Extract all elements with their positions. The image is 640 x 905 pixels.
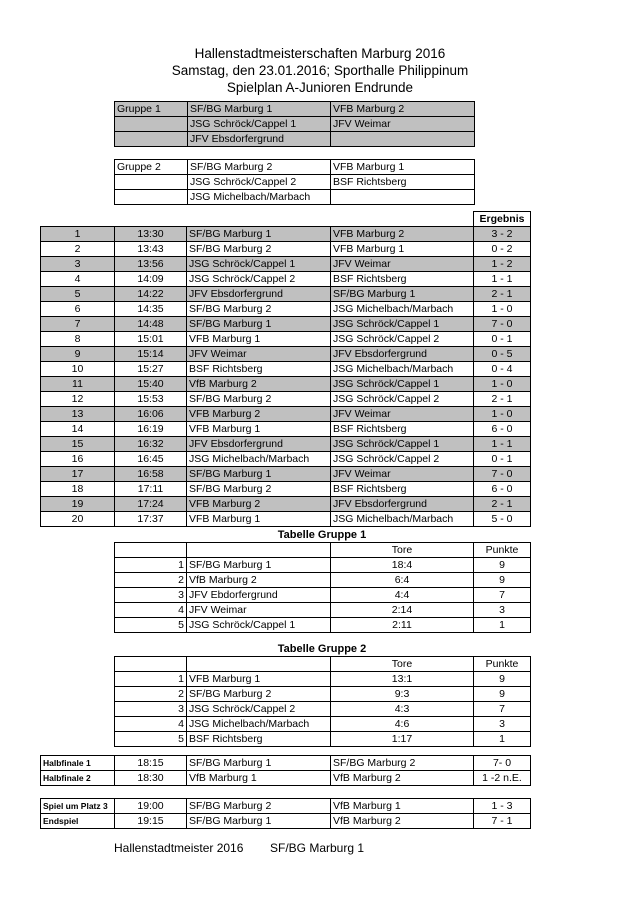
home-team: JFV Ebsdorfergrund bbox=[187, 287, 331, 302]
standing-position: 4 bbox=[115, 717, 187, 732]
match-result: 3 - 2 bbox=[474, 227, 531, 242]
away-team: SF/BG Marburg 1 bbox=[331, 287, 474, 302]
table1-title: Tabelle Gruppe 1 bbox=[277, 529, 367, 541]
championship-title: Hallenstadtmeisterschaften Marburg 2016 bbox=[194, 46, 446, 61]
match-row bbox=[41, 347, 531, 362]
match-result: 7- 0 bbox=[474, 756, 531, 771]
round-label: Endspiel bbox=[41, 814, 115, 829]
match-row bbox=[41, 392, 531, 407]
match-result: 6 - 0 bbox=[474, 482, 531, 497]
match-row bbox=[41, 407, 531, 422]
standings-row bbox=[115, 588, 531, 603]
standings-row bbox=[115, 702, 531, 717]
home-team: VFB Marburg 2 bbox=[187, 407, 331, 422]
round-label: Spiel um Platz 3 bbox=[41, 799, 115, 814]
team-cell: VFB Marburg 1 bbox=[331, 160, 475, 175]
match-number: 8 bbox=[41, 332, 115, 347]
match-result: 1 - 0 bbox=[474, 377, 531, 392]
team-cell bbox=[331, 190, 475, 205]
match-result: 2 - 1 bbox=[474, 392, 531, 407]
standing-position: 4 bbox=[115, 603, 187, 618]
match-result: 7 - 1 bbox=[474, 814, 531, 829]
home-team: VFB Marburg 1 bbox=[187, 332, 331, 347]
match-number: 5 bbox=[41, 287, 115, 302]
match-number: 4 bbox=[41, 272, 115, 287]
match-result: 1 - 2 bbox=[474, 257, 531, 272]
match-row bbox=[41, 317, 531, 332]
standing-position: 5 bbox=[115, 732, 187, 747]
group1-label: Gruppe 1 bbox=[115, 102, 188, 117]
home-team: SF/BG Marburg 2 bbox=[187, 799, 331, 814]
schedule-title: Spielplan A-Junioren Endrunde bbox=[226, 80, 414, 95]
match-number: 9 bbox=[41, 347, 115, 362]
standing-position: 5 bbox=[115, 618, 187, 633]
team-cell: JFV Weimar bbox=[331, 117, 475, 132]
standings-row bbox=[115, 732, 531, 747]
match-result: 1 - 3 bbox=[474, 799, 531, 814]
home-team: SF/BG Marburg 1 bbox=[187, 317, 331, 332]
kickoff-time: 16:45 bbox=[115, 452, 187, 467]
match-number: 20 bbox=[41, 512, 115, 527]
standing-points: 7 bbox=[474, 702, 531, 717]
kickoff-time: 15:53 bbox=[115, 392, 187, 407]
match-number: 13 bbox=[41, 407, 115, 422]
standing-team: JFV Ebdorfergrund bbox=[187, 588, 331, 603]
home-team: JFV Ebsdorfergrund bbox=[187, 437, 331, 452]
standing-points: 1 bbox=[474, 732, 531, 747]
standing-goals: 13:1 bbox=[331, 672, 474, 687]
standings-row bbox=[115, 672, 531, 687]
standing-position: 3 bbox=[115, 588, 187, 603]
goals-column-header: Tore bbox=[331, 657, 474, 672]
knockout-row bbox=[41, 799, 531, 814]
kickoff-time: 18:15 bbox=[115, 756, 187, 771]
match-row bbox=[41, 422, 531, 437]
group1-row bbox=[115, 102, 475, 117]
team-cell: SF/BG Marburg 2 bbox=[188, 160, 331, 175]
match-result: 0 - 1 bbox=[474, 452, 531, 467]
standing-goals: 1:17 bbox=[331, 732, 474, 747]
standings-row bbox=[115, 687, 531, 702]
knockout-row bbox=[41, 814, 531, 829]
match-result: 2 - 1 bbox=[474, 287, 531, 302]
match-row bbox=[41, 377, 531, 392]
match-row bbox=[41, 482, 531, 497]
home-team: SF/BG Marburg 2 bbox=[187, 392, 331, 407]
away-team: JSG Schröck/Cappel 1 bbox=[331, 437, 474, 452]
standing-team: BSF Richtsberg bbox=[187, 732, 331, 747]
kickoff-time: 14:35 bbox=[115, 302, 187, 317]
kickoff-time: 16:32 bbox=[115, 437, 187, 452]
standing-team: SF/BG Marburg 2 bbox=[187, 687, 331, 702]
standing-position: 3 bbox=[115, 702, 187, 717]
team-cell: SF/BG Marburg 1 bbox=[188, 102, 331, 117]
standing-position: 2 bbox=[115, 573, 187, 588]
match-result: 2 - 1 bbox=[474, 497, 531, 512]
away-team: JFV Ebsdorfergrund bbox=[331, 347, 474, 362]
standings-row bbox=[115, 603, 531, 618]
standing-points: 9 bbox=[474, 672, 531, 687]
group2-row bbox=[115, 160, 475, 175]
away-team: JSG Michelbach/Marbach bbox=[331, 362, 474, 377]
home-team: BSF Richtsberg bbox=[187, 362, 331, 377]
away-team: JSG Michelbach/Marbach bbox=[331, 512, 474, 527]
home-team: SF/BG Marburg 2 bbox=[187, 482, 331, 497]
standing-team: JSG Schröck/Cappel 1 bbox=[187, 618, 331, 633]
standing-position: 2 bbox=[115, 687, 187, 702]
standing-team: VfB Marburg 2 bbox=[187, 573, 331, 588]
standing-goals: 4:6 bbox=[331, 717, 474, 732]
away-team: BSF Richtsberg bbox=[331, 272, 474, 287]
home-team: JSG Schröck/Cappel 1 bbox=[187, 257, 331, 272]
schedule-header-row bbox=[41, 212, 531, 227]
kickoff-time: 13:56 bbox=[115, 257, 187, 272]
standing-goals: 2:14 bbox=[331, 603, 474, 618]
away-team: JSG Schröck/Cappel 1 bbox=[331, 377, 474, 392]
match-row bbox=[41, 272, 531, 287]
kickoff-time: 16:19 bbox=[115, 422, 187, 437]
standing-points: 1 bbox=[474, 618, 531, 633]
match-result: 7 - 0 bbox=[474, 317, 531, 332]
home-team: VfB Marburg 1 bbox=[187, 771, 331, 786]
away-team: JSG Michelbach/Marbach bbox=[331, 302, 474, 317]
team-cell: JSG Schröck/Cappel 2 bbox=[188, 175, 331, 190]
points-column-header: Punkte bbox=[474, 543, 531, 558]
match-number: 18 bbox=[41, 482, 115, 497]
home-team: VFB Marburg 1 bbox=[187, 512, 331, 527]
home-team: JSG Michelbach/Marbach bbox=[187, 452, 331, 467]
standing-goals: 9:3 bbox=[331, 687, 474, 702]
home-team: SF/BG Marburg 2 bbox=[187, 302, 331, 317]
standings-row bbox=[115, 573, 531, 588]
home-team: VfB Marburg 2 bbox=[187, 377, 331, 392]
team-cell: JFV Ebsdorfergrund bbox=[188, 132, 331, 147]
standing-goals: 6:4 bbox=[331, 573, 474, 588]
kickoff-time: 18:30 bbox=[115, 771, 187, 786]
champion-label: Hallenstadtmeister 2016 bbox=[114, 841, 244, 855]
away-team: JSG Schröck/Cappel 1 bbox=[331, 317, 474, 332]
kickoff-time: 16:06 bbox=[115, 407, 187, 422]
standing-points: 3 bbox=[474, 717, 531, 732]
knockout-row bbox=[41, 756, 531, 771]
group1-row bbox=[115, 132, 475, 147]
match-number: 16 bbox=[41, 452, 115, 467]
kickoff-time: 19:00 bbox=[115, 799, 187, 814]
match-result: 0 - 1 bbox=[474, 332, 531, 347]
match-row bbox=[41, 302, 531, 317]
knockout-row bbox=[41, 771, 531, 786]
match-result: 0 - 2 bbox=[474, 242, 531, 257]
group2-row bbox=[115, 190, 475, 205]
match-result: 0 - 5 bbox=[474, 347, 531, 362]
away-team: VfB Marburg 2 bbox=[331, 814, 474, 829]
match-number: 1 bbox=[41, 227, 115, 242]
match-number: 12 bbox=[41, 392, 115, 407]
team-cell: JSG Michelbach/Marbach bbox=[188, 190, 331, 205]
standing-goals: 18:4 bbox=[331, 558, 474, 573]
standings-row bbox=[115, 717, 531, 732]
match-result: 0 - 4 bbox=[474, 362, 531, 377]
goals-column-header: Tore bbox=[331, 543, 474, 558]
standing-team: JSG Schröck/Cappel 2 bbox=[187, 702, 331, 717]
standing-team: VFB Marburg 1 bbox=[187, 672, 331, 687]
home-team: JFV Weimar bbox=[187, 347, 331, 362]
away-team: JFV Weimar bbox=[331, 407, 474, 422]
match-number: 10 bbox=[41, 362, 115, 377]
kickoff-time: 17:37 bbox=[115, 512, 187, 527]
away-team: BSF Richtsberg bbox=[331, 482, 474, 497]
kickoff-time: 15:27 bbox=[115, 362, 187, 377]
kickoff-time: 15:14 bbox=[115, 347, 187, 362]
match-row bbox=[41, 467, 531, 482]
match-schedule-table bbox=[40, 211, 531, 527]
away-team: VFB Marburg 1 bbox=[331, 242, 474, 257]
match-result: 1 - 0 bbox=[474, 302, 531, 317]
away-team: JSG Schröck/Cappel 2 bbox=[331, 332, 474, 347]
standings-header-row bbox=[115, 543, 531, 558]
standings-row bbox=[115, 558, 531, 573]
match-row bbox=[41, 227, 531, 242]
kickoff-time: 14:09 bbox=[115, 272, 187, 287]
standings-group2-table bbox=[114, 656, 531, 747]
home-team: SF/BG Marburg 2 bbox=[187, 242, 331, 257]
match-row bbox=[41, 257, 531, 272]
away-team: VfB Marburg 1 bbox=[331, 799, 474, 814]
match-number: 19 bbox=[41, 497, 115, 512]
group2-table bbox=[114, 159, 475, 205]
round-label: Halbfinale 1 bbox=[41, 756, 115, 771]
standing-points: 3 bbox=[474, 603, 531, 618]
standing-team: JFV Weimar bbox=[187, 603, 331, 618]
standing-goals: 4:4 bbox=[331, 588, 474, 603]
team-cell bbox=[331, 132, 475, 147]
away-team: JFV Weimar bbox=[331, 257, 474, 272]
standings-group1-table bbox=[114, 542, 531, 633]
match-result: 1 -2 n.E. bbox=[474, 771, 531, 786]
match-row bbox=[41, 437, 531, 452]
kickoff-time: 17:24 bbox=[115, 497, 187, 512]
standings-header-row bbox=[115, 657, 531, 672]
champion-team: SF/BG Marburg 1 bbox=[270, 841, 365, 855]
kickoff-time: 16:58 bbox=[115, 467, 187, 482]
kickoff-time: 15:40 bbox=[115, 377, 187, 392]
match-number: 11 bbox=[41, 377, 115, 392]
away-team: JFV Weimar bbox=[331, 467, 474, 482]
home-team: VFB Marburg 1 bbox=[187, 422, 331, 437]
standing-team: SF/BG Marburg 1 bbox=[187, 558, 331, 573]
standing-goals: 2:11 bbox=[331, 618, 474, 633]
match-number: 14 bbox=[41, 422, 115, 437]
kickoff-time: 17:11 bbox=[115, 482, 187, 497]
match-row bbox=[41, 332, 531, 347]
kickoff-time: 13:43 bbox=[115, 242, 187, 257]
team-cell: VFB Marburg 2 bbox=[331, 102, 475, 117]
group2-label: Gruppe 2 bbox=[115, 160, 188, 175]
away-team: JSG Schröck/Cappel 2 bbox=[331, 452, 474, 467]
match-number: 17 bbox=[41, 467, 115, 482]
match-result: 7 - 0 bbox=[474, 467, 531, 482]
away-team: JFV Ebsdorfergrund bbox=[331, 497, 474, 512]
match-row bbox=[41, 242, 531, 257]
standing-goals: 4:3 bbox=[331, 702, 474, 717]
match-number: 2 bbox=[41, 242, 115, 257]
match-row bbox=[41, 512, 531, 527]
match-number: 15 bbox=[41, 437, 115, 452]
home-team: JSG Schröck/Cappel 2 bbox=[187, 272, 331, 287]
standing-team: JSG Michelbach/Marbach bbox=[187, 717, 331, 732]
away-team: VfB Marburg 2 bbox=[331, 771, 474, 786]
away-team: BSF Richtsberg bbox=[331, 422, 474, 437]
match-result: 6 - 0 bbox=[474, 422, 531, 437]
round-label: Halbfinale 2 bbox=[41, 771, 115, 786]
standing-points: 9 bbox=[474, 573, 531, 588]
standing-points: 7 bbox=[474, 588, 531, 603]
match-number: 3 bbox=[41, 257, 115, 272]
away-team: SF/BG Marburg 2 bbox=[331, 756, 474, 771]
team-cell: BSF Richtsberg bbox=[331, 175, 475, 190]
match-row bbox=[41, 452, 531, 467]
standings-row bbox=[115, 618, 531, 633]
points-column-header: Punkte bbox=[474, 657, 531, 672]
kickoff-time: 14:48 bbox=[115, 317, 187, 332]
kickoff-time: 14:22 bbox=[115, 287, 187, 302]
match-row bbox=[41, 362, 531, 377]
document-header bbox=[0, 45, 640, 96]
result-column-header: Ergebnis bbox=[474, 212, 531, 227]
home-team: SF/BG Marburg 1 bbox=[187, 227, 331, 242]
match-result: 1 - 1 bbox=[474, 272, 531, 287]
match-number: 7 bbox=[41, 317, 115, 332]
standing-position: 1 bbox=[115, 558, 187, 573]
standing-points: 9 bbox=[474, 558, 531, 573]
home-team: SF/BG Marburg 1 bbox=[187, 756, 331, 771]
home-team: SF/BG Marburg 1 bbox=[187, 814, 331, 829]
away-team: VFB Marburg 2 bbox=[331, 227, 474, 242]
group1-table bbox=[114, 101, 475, 147]
home-team: SF/BG Marburg 1 bbox=[187, 467, 331, 482]
date-venue-line: Samstag, den 23.01.2016; Sporthalle Philippinum bbox=[171, 63, 469, 78]
group1-row bbox=[115, 117, 475, 132]
match-result: 1 - 0 bbox=[474, 407, 531, 422]
standing-points: 9 bbox=[474, 687, 531, 702]
table2-title: Tabelle Gruppe 2 bbox=[277, 643, 367, 655]
standing-position: 1 bbox=[115, 672, 187, 687]
match-result: 1 - 1 bbox=[474, 437, 531, 452]
match-row bbox=[41, 497, 531, 512]
semifinal-table bbox=[40, 755, 531, 786]
match-result: 5 - 0 bbox=[474, 512, 531, 527]
team-cell: JSG Schröck/Cappel 1 bbox=[188, 117, 331, 132]
group2-row bbox=[115, 175, 475, 190]
kickoff-time: 19:15 bbox=[115, 814, 187, 829]
home-team: VFB Marburg 2 bbox=[187, 497, 331, 512]
away-team: JSG Schröck/Cappel 2 bbox=[331, 392, 474, 407]
match-row bbox=[41, 287, 531, 302]
kickoff-time: 15:01 bbox=[115, 332, 187, 347]
final-table bbox=[40, 798, 531, 829]
match-number: 6 bbox=[41, 302, 115, 317]
kickoff-time: 13:30 bbox=[115, 227, 187, 242]
